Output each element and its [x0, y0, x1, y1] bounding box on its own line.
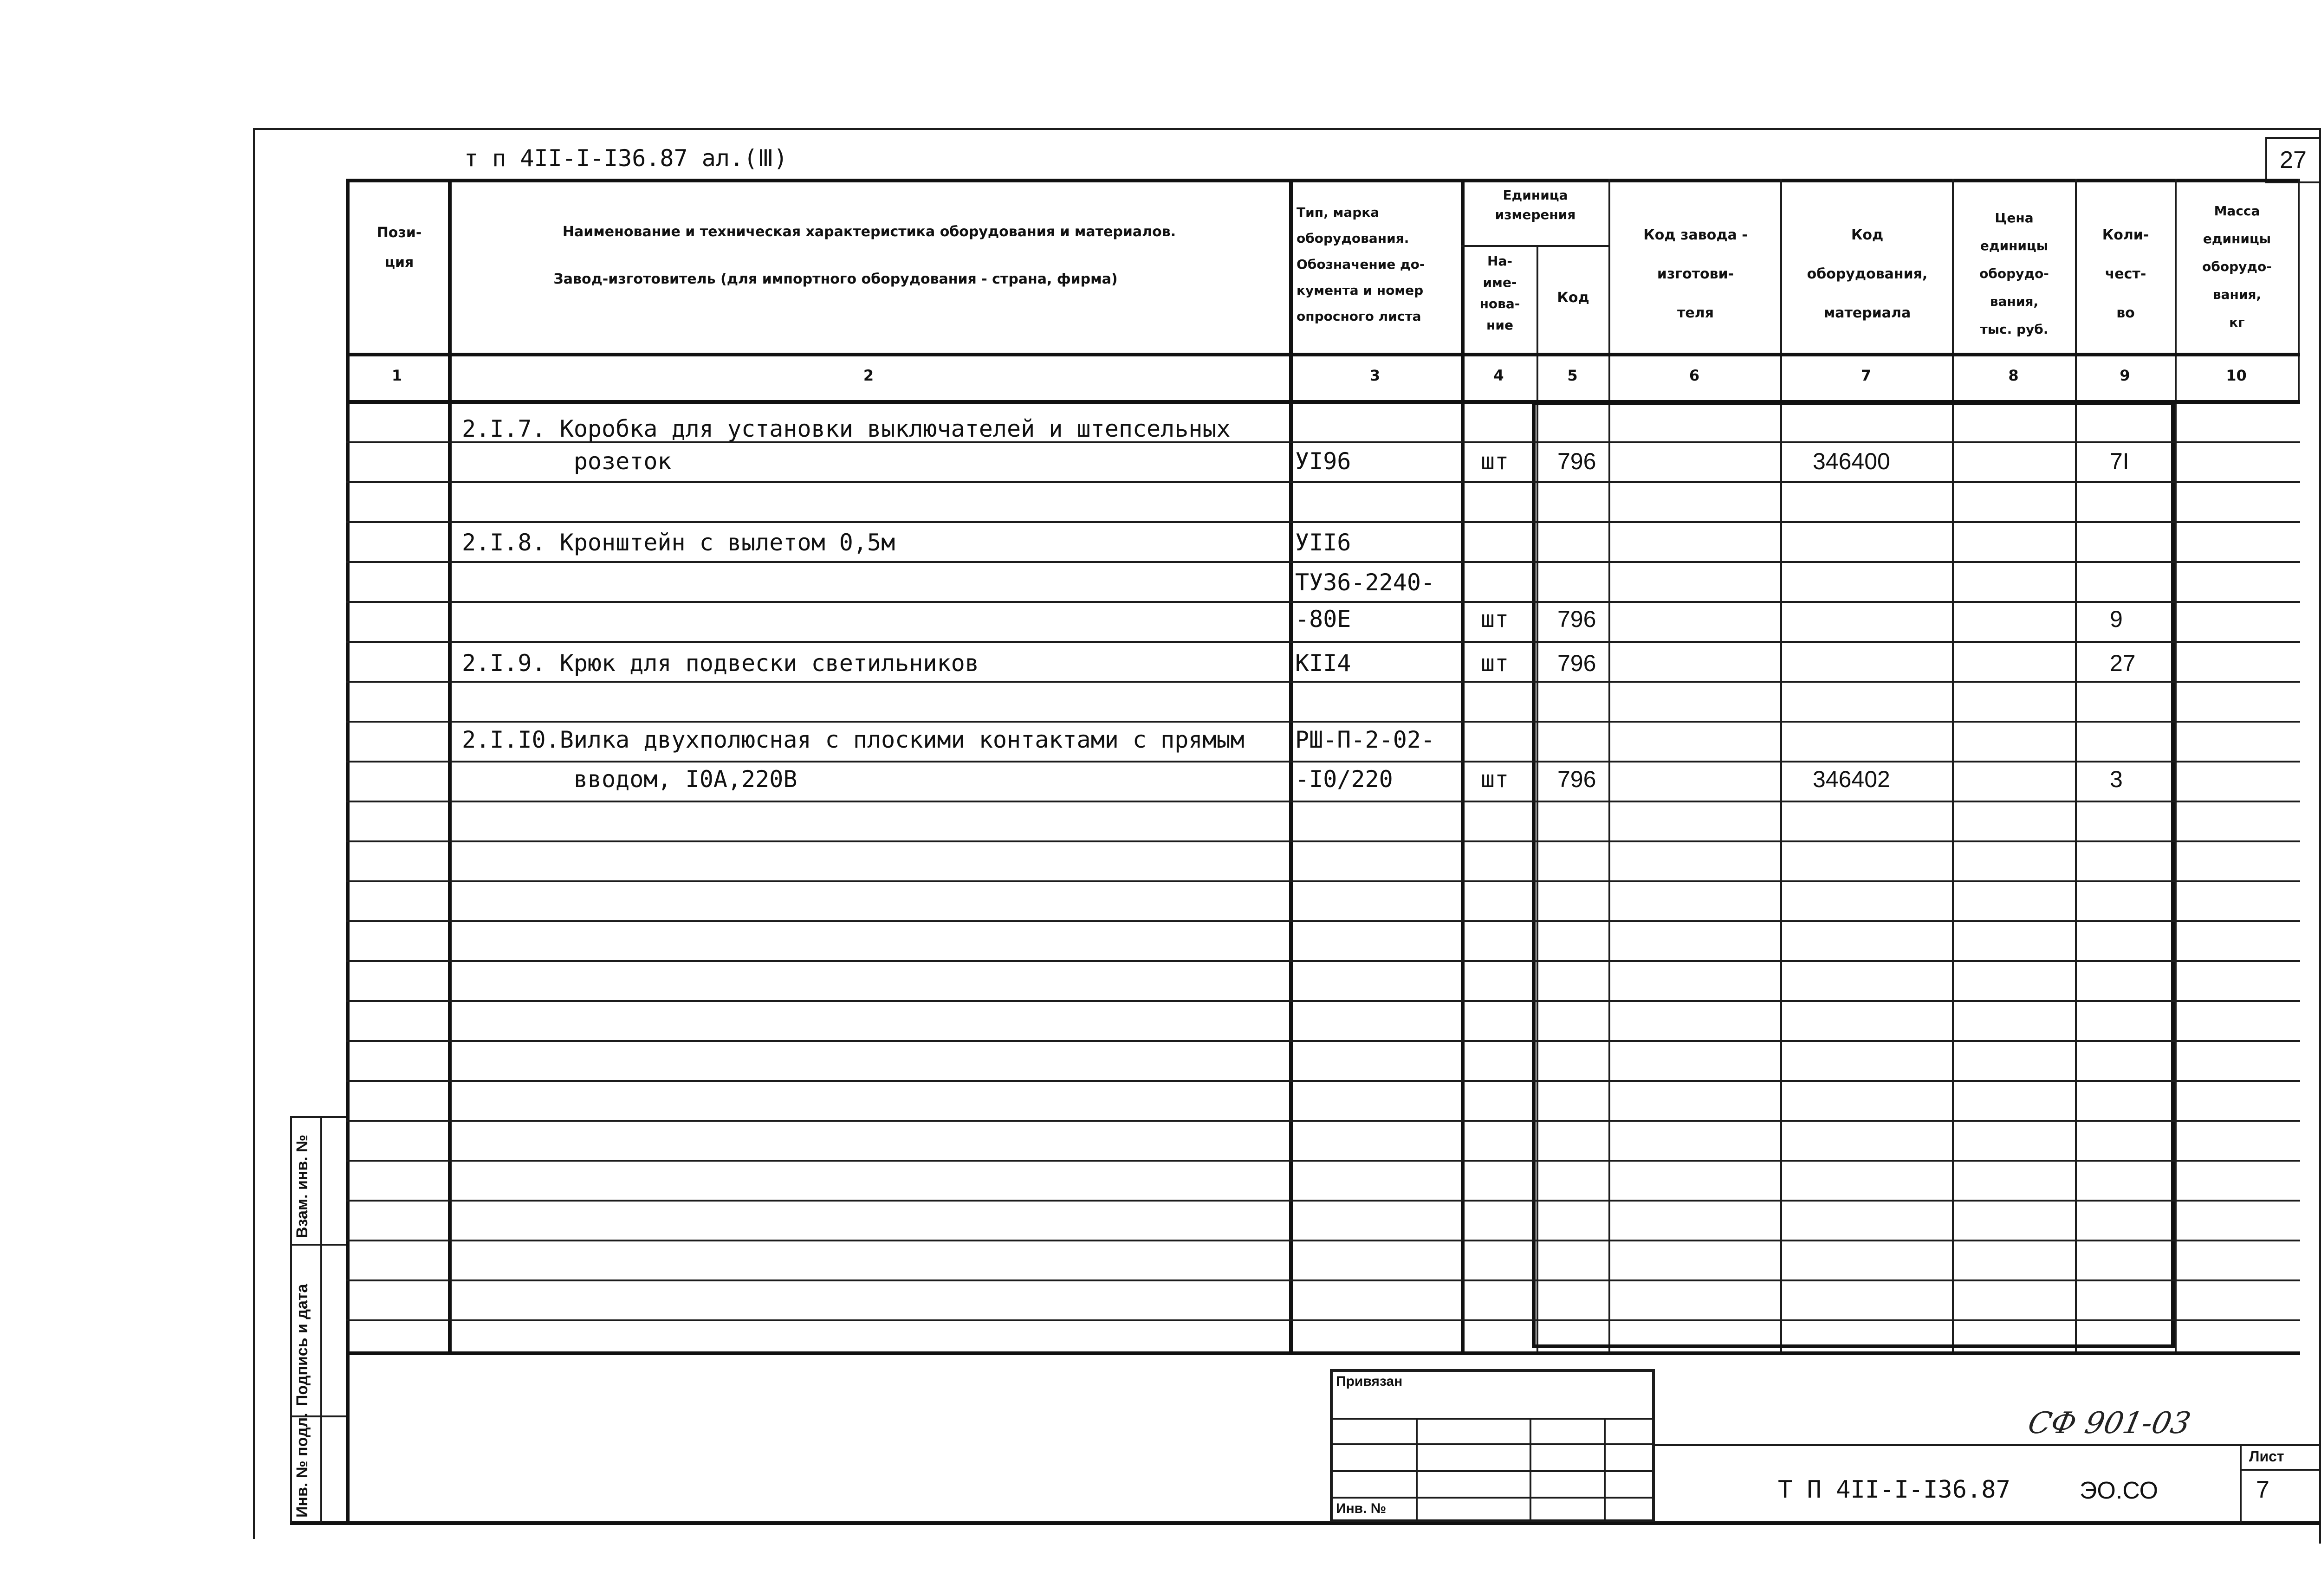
privyazan-box — [1330, 1369, 1655, 1522]
privyazan-line3 — [1330, 1470, 1655, 1472]
header-name-line1: Наименование и техническая характеристика оборудования и материалов. — [562, 224, 1176, 240]
row-name: 2.I.8. Кронштейн с вылетом 0,5м — [462, 529, 895, 556]
frame-left — [253, 128, 255, 1539]
colnum-10: 10 — [2226, 367, 2247, 384]
privyazan-col1 — [1416, 1418, 1418, 1522]
row-line — [346, 721, 2300, 723]
header-unit-name: На- име- нова- ние — [1479, 253, 1520, 333]
row-unit: шт — [1481, 650, 1509, 677]
row-line — [346, 1319, 2300, 1321]
privyazan-col2 — [1530, 1418, 1531, 1522]
row-name: 2.I.9. Крюк для подвески светильников — [462, 650, 979, 677]
privyazan-line2 — [1330, 1443, 1655, 1445]
row-line — [346, 1200, 2300, 1202]
stamp-sheet-line — [2240, 1469, 2320, 1471]
row-line — [346, 1160, 2300, 1162]
section-code: ЭО.СО — [2080, 1477, 2159, 1504]
row-type: УI96 — [1295, 448, 1351, 475]
privyazan-col3 — [1604, 1418, 1606, 1522]
unit-subheader-line — [1461, 245, 1608, 247]
row-name: вводом, I0А,220В — [462, 766, 797, 793]
privyazan-label: Привязан — [1336, 1374, 1403, 1389]
colnum-3: 3 — [1369, 367, 1381, 384]
row-name: 2.I.I0.Вилка двухполюсная с плоскими контактами с прямым — [462, 726, 1245, 753]
row-line — [346, 521, 2300, 523]
colnum-bottom-line — [346, 400, 2300, 404]
header-equip-code: Код оборудования, материала — [1807, 227, 1928, 321]
row-qty: 7I — [2110, 448, 2129, 474]
row-name: 2.I.7. Коробка для установки выключателей и штепсельных — [462, 415, 1231, 442]
row-code: 796 — [1557, 448, 1596, 474]
corner-page-box — [2265, 137, 2321, 183]
row-qty: 9 — [2110, 606, 2123, 632]
sheet-number: 7 — [2256, 1476, 2269, 1503]
row-qty: 27 — [2110, 650, 2136, 676]
header-bottom-line — [346, 353, 2300, 356]
row-line — [346, 641, 2300, 643]
colnum-5: 5 — [1567, 367, 1578, 384]
row-code: 796 — [1557, 766, 1596, 792]
row-line — [346, 1240, 2300, 1241]
row-line — [346, 1040, 2300, 1042]
header-unit-group: Единица измерения — [1495, 187, 1576, 222]
row-code: 796 — [1557, 606, 1596, 632]
row-line — [346, 681, 2300, 683]
col-divider-10 — [2298, 179, 2300, 401]
row-type: ТУ36-2240- — [1295, 569, 1435, 596]
side-strip-top — [290, 1116, 346, 1118]
row-line — [346, 761, 2300, 762]
document-title: т п 4II-I-I36.87 ал.(Ⅲ) — [464, 145, 788, 172]
row-line — [346, 1080, 2300, 1082]
side-label-signature: Подпись и дата — [293, 1284, 311, 1406]
colnum-8: 8 — [2008, 367, 2019, 384]
privyazan-line4 — [1330, 1497, 1655, 1499]
header-position: Пози- ция — [376, 225, 422, 271]
colnum-6: 6 — [1689, 367, 1700, 384]
row-line — [346, 601, 2300, 603]
row-unit: шт — [1481, 766, 1509, 793]
body-bold-box — [1532, 401, 2175, 1348]
row-line — [346, 840, 2300, 842]
side-strip-outer — [290, 1116, 292, 1523]
row-type: -I0/220 — [1295, 766, 1393, 793]
row-type: КII4 — [1295, 650, 1351, 677]
row-equip: 346400 — [1813, 448, 1890, 474]
row-type: УII6 — [1295, 529, 1351, 556]
row-line — [346, 1000, 2300, 1002]
header-price: Цена единицы оборудо- вания, тыс. руб. — [1979, 210, 2049, 337]
inv-number-label: Инв. № — [1336, 1501, 1387, 1516]
sheet-label: Лист — [2249, 1448, 2284, 1465]
colnum-4: 4 — [1493, 367, 1504, 384]
doc-code: Т П 4II-I-I36.87 — [1778, 1476, 2010, 1504]
privyazan-line1 — [1330, 1418, 1655, 1420]
header-type: Тип, марка оборудования. Обозначение до- кумента и номер опросного листа — [1297, 205, 1425, 324]
header-mass: Масса единицы оборудо- вания, кг — [2202, 203, 2272, 330]
row-line — [346, 1279, 2300, 1281]
side-label-inv: Инв. № подл. — [293, 1413, 311, 1518]
stamp-sheet-divider — [2240, 1444, 2242, 1523]
stamp-title-line — [1655, 1444, 2320, 1446]
row-type: РШ-П-2-02- — [1295, 726, 1435, 753]
header-maker-code: Код завода - изготови- теля — [1643, 227, 1748, 321]
row-line — [346, 920, 2300, 922]
colnum-1: 1 — [391, 367, 402, 384]
row-line — [346, 561, 2300, 563]
stamp-top-line — [346, 1351, 2300, 1355]
row-line — [346, 960, 2300, 962]
row-unit: шт — [1481, 448, 1509, 475]
frame-top — [253, 128, 2321, 130]
handwritten-code: СФ 901-03 — [2025, 1406, 2194, 1441]
row-line — [346, 1120, 2300, 1122]
frame-bottom — [290, 1521, 2320, 1525]
header-name-line2: Завод-изготовитель (для импортного оборудования - страна, фирма) — [553, 271, 1118, 287]
row-line — [346, 481, 2300, 483]
header-qty: Коли- чест- во — [2102, 227, 2149, 321]
colnum-2: 2 — [863, 367, 874, 384]
row-qty: 3 — [2110, 766, 2123, 792]
row-code: 796 — [1557, 650, 1596, 676]
colnum-7: 7 — [1861, 367, 1872, 384]
row-name: розеток — [462, 448, 672, 475]
frame-right — [2319, 128, 2321, 1544]
side-strip-inner — [320, 1116, 322, 1523]
row-unit: шт — [1481, 606, 1509, 633]
row-equip: 346402 — [1813, 766, 1890, 792]
corner-page-number: 27 — [2280, 147, 2307, 174]
side-label-vzam: Взам. инв. № — [293, 1134, 311, 1238]
row-line — [346, 880, 2300, 882]
header-unit-code: Код — [1557, 290, 1589, 306]
side-strip-div1 — [290, 1244, 346, 1246]
table-top-border — [346, 179, 2300, 182]
colnum-9: 9 — [2120, 367, 2130, 384]
row-line — [346, 801, 2300, 802]
row-type: -80Е — [1295, 606, 1351, 633]
